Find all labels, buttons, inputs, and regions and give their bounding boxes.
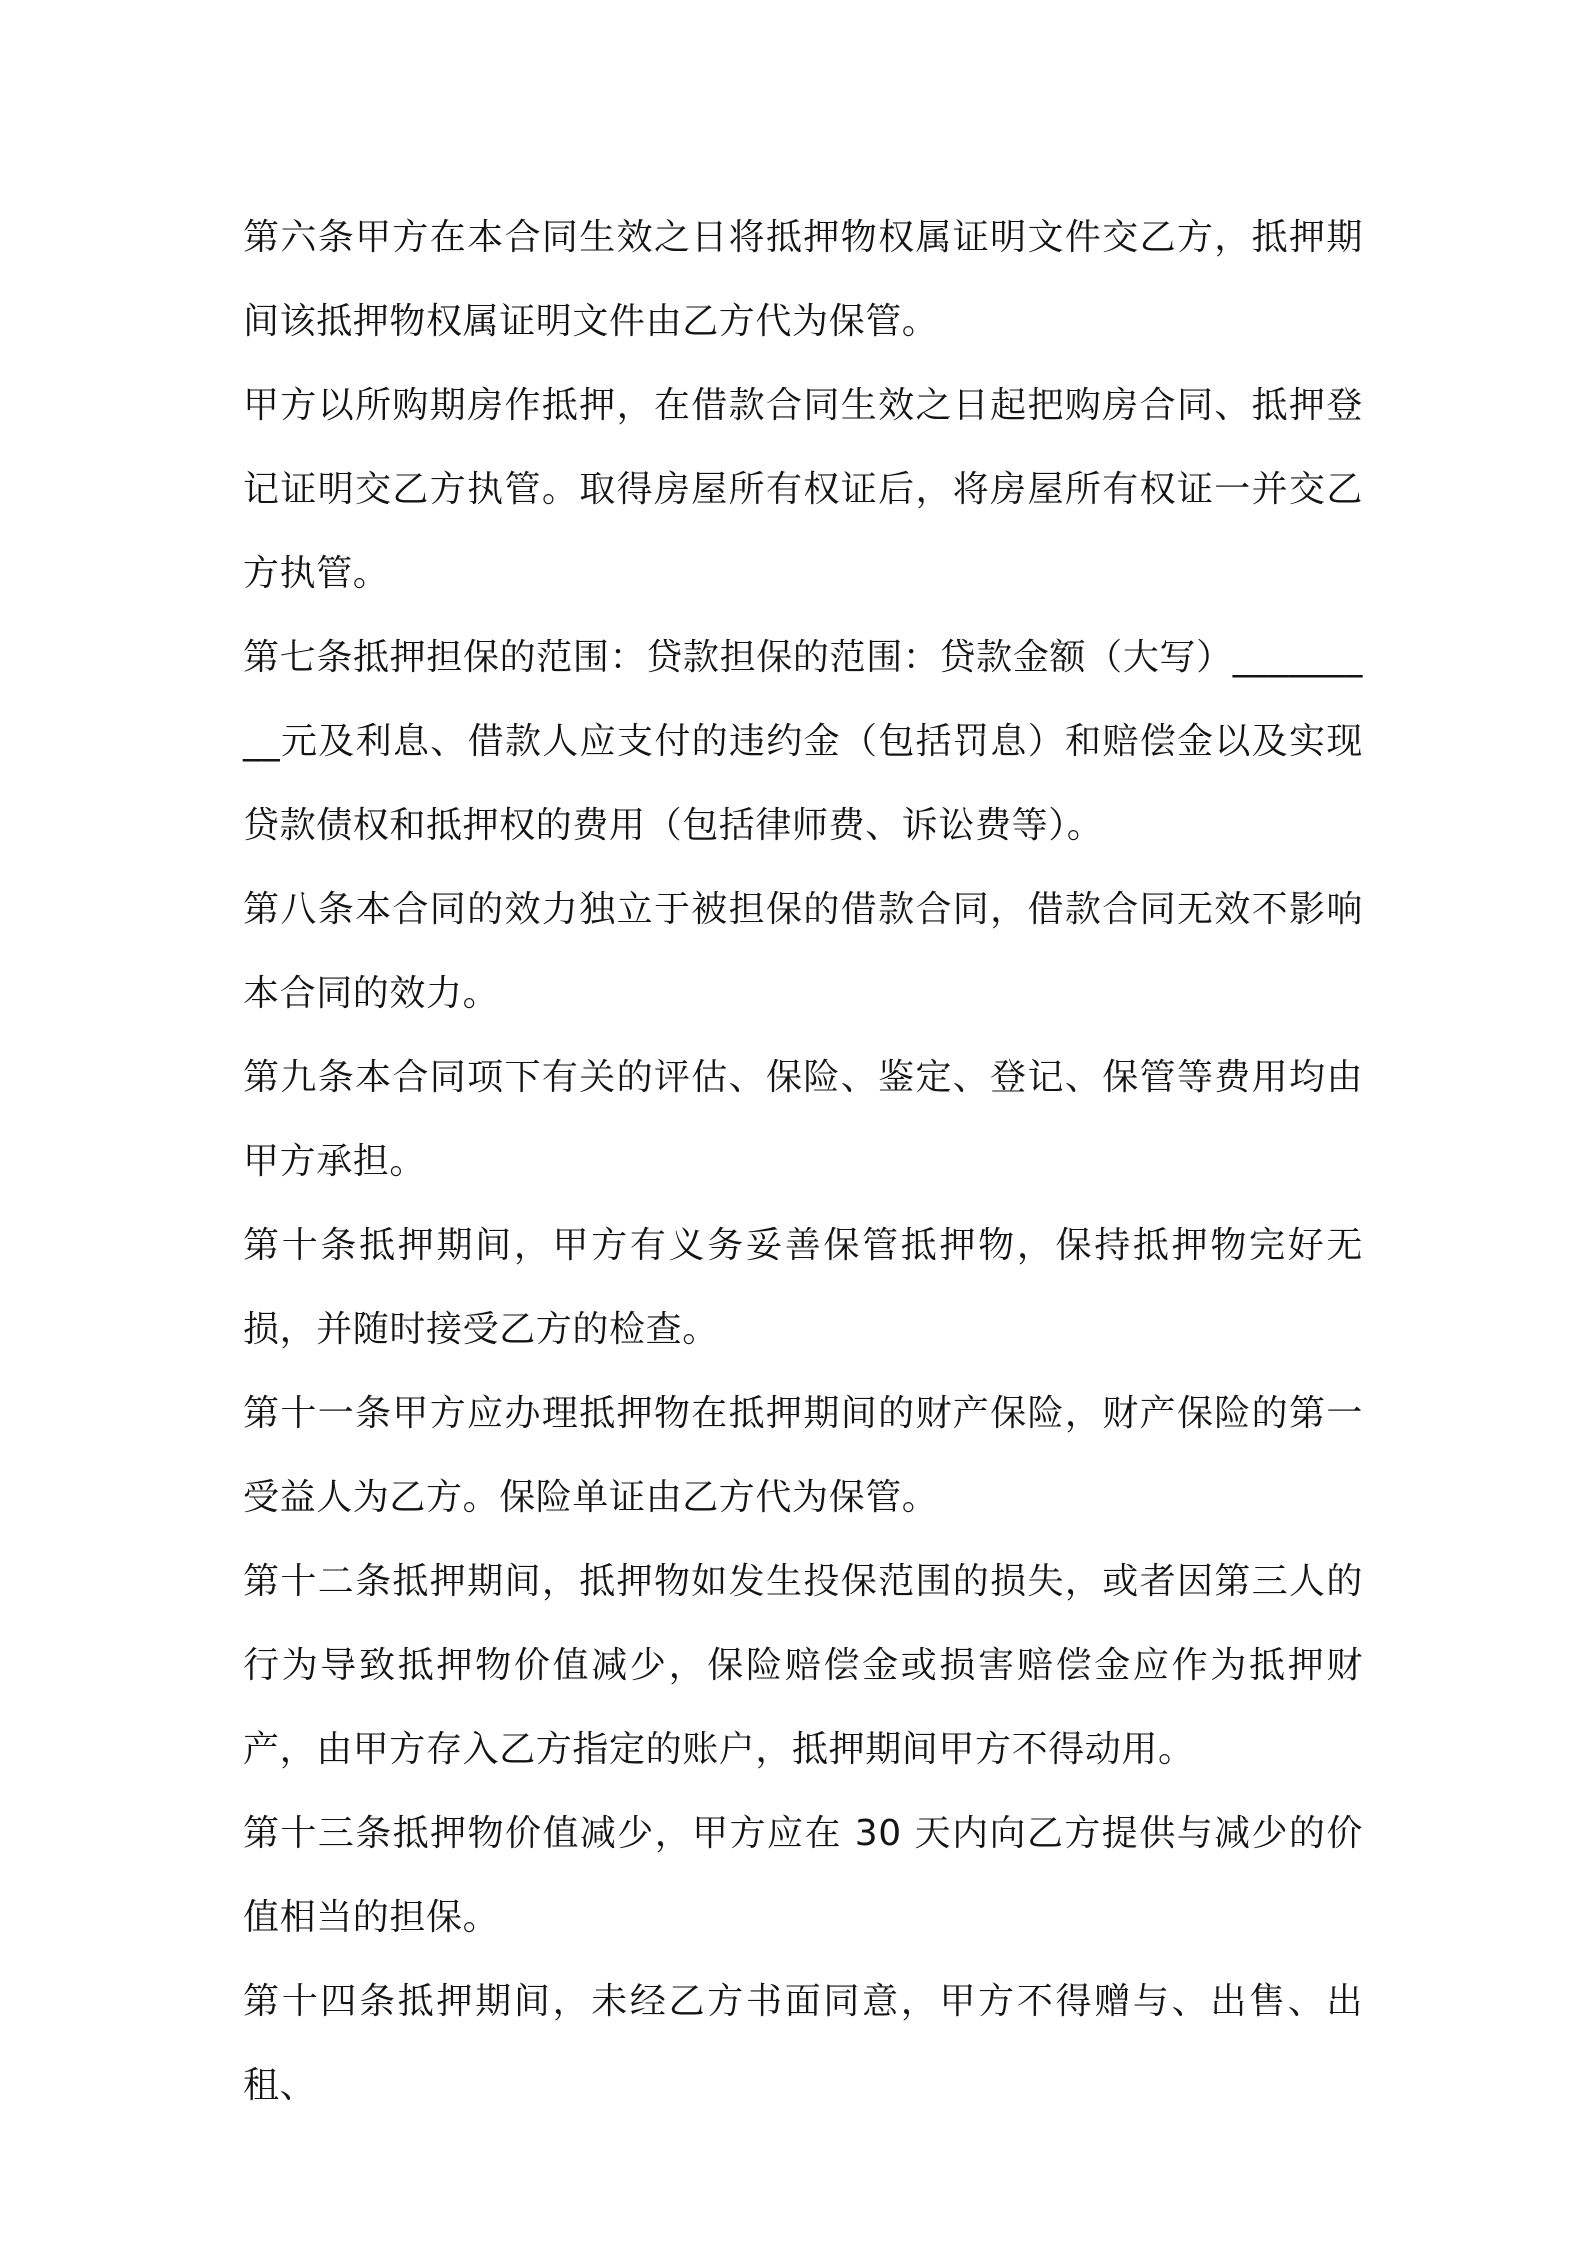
article-6-supplement-paragraph: 甲方以所购期房作抵押，在借款合同生效之日起把购房合同、抵押登记证明交乙方执管。取得房屋所有权证后，将房屋所有权证一并交乙方执管。	[243, 385, 1363, 594]
article-10-paragraph: 第十条抵押期间，甲方有义务妥善保管抵押物，保持抵押物完好无损，并随时接受乙方的检查。	[243, 1225, 1363, 1350]
article-8-paragraph: 第八条本合同的效力独立于被担保的借款合同，借款合同无效不影响本合同的效力。	[243, 889, 1363, 1014]
article-13-paragraph: 第十三条抵押物价值减少，甲方应在 30 天内向乙方提供与减少的价值相当的担保。	[243, 1813, 1363, 1938]
article-11-paragraph: 第十一条甲方应办理抵押物在抵押期间的财产保险，财产保险的第一受益人为乙方。保险单证由乙方代为保管。	[243, 1393, 1363, 1518]
article-9-paragraph: 第九条本合同项下有关的评估、保险、鉴定、登记、保管等费用均由甲方承担。	[243, 1057, 1363, 1182]
contract-body	[243, 196, 1363, 2128]
article-6-paragraph: 第六条甲方在本合同生效之日将抵押物权属证明文件交乙方，抵押期间该抵押物权属证明文件由乙方代为保管。	[243, 217, 1363, 342]
article-14-paragraph: 第十四条抵押期间，未经乙方书面同意，甲方不得赠与、出售、出租、	[243, 1981, 1363, 2106]
article-12-paragraph: 第十二条抵押期间，抵押物如发生投保范围的损失，或者因第三人的行为导致抵押物价值减少，保险赔偿金或损害赔偿金应作为抵押财产，由甲方存入乙方指定的账户，抵押期间甲方不得动用。	[243, 1561, 1363, 1770]
article-7-paragraph: 第七条抵押担保的范围：贷款担保的范围：贷款金额（大写）_________元及利息、借款人应支付的违约金（包括罚息）和赔偿金以及实现贷款债权和抵押权的费用（包括律师费、诉讼费等）。	[243, 637, 1363, 846]
